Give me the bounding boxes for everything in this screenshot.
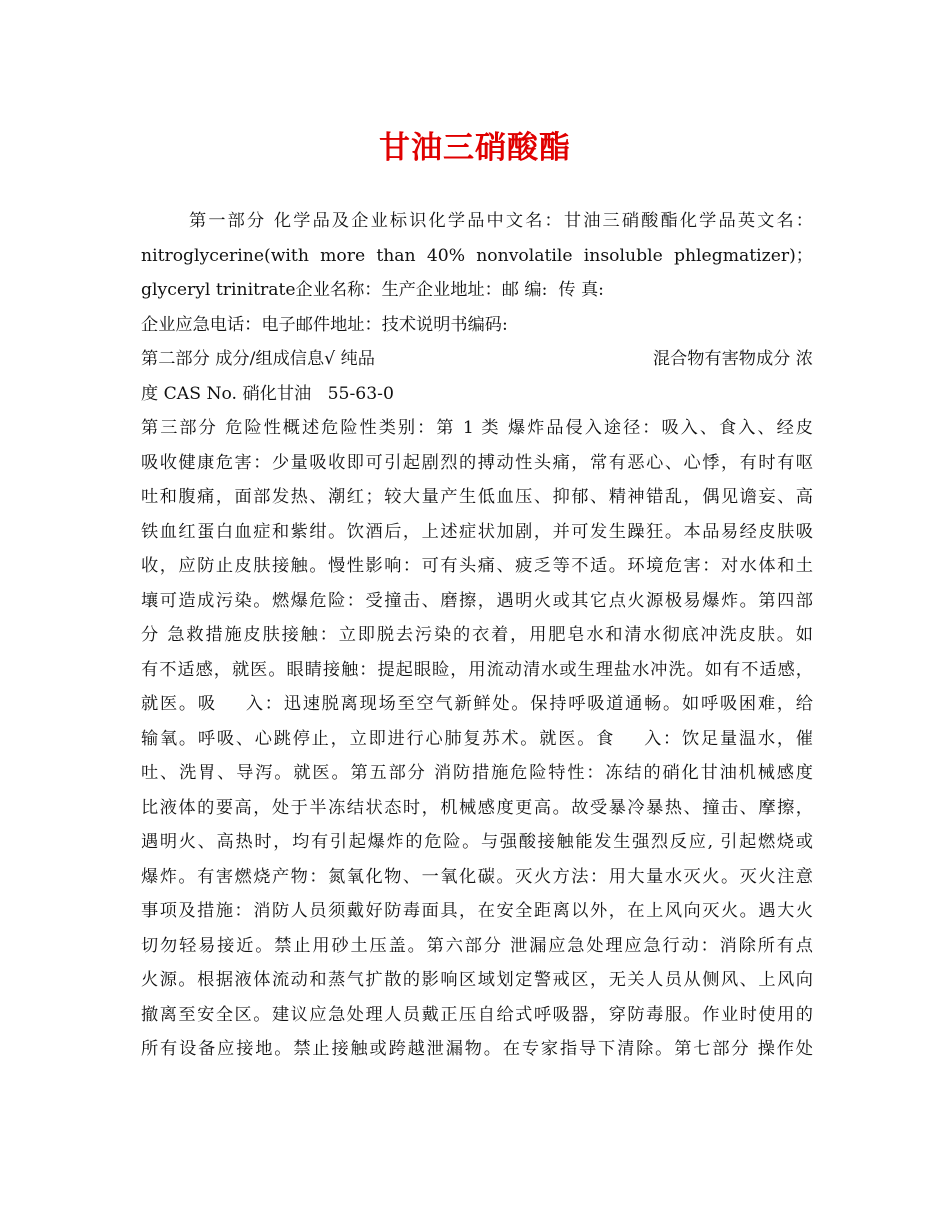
- text-line: 火源。根据液体流动和蒸气扩散的影响区域划定警戒区，无关人员从侧风、上风向: [141, 970, 813, 990]
- text-line: 切勿轻易接近。禁止用砂土压盖。第六部分 泄漏应急处理应急行动：消除所有点: [141, 935, 813, 956]
- text-line: 吐、洗胃、导泻。就医。第五部分 消防措施危险特性：冻结的硝化甘油机械感度: [141, 763, 813, 783]
- text-line: 收，应防止皮肤接触。慢性影响：可有头痛、疲乏等不适。环境危害：对水体和土: [141, 556, 813, 576]
- text-line: 第一部分 化学品及企业标识化学品中文名：甘油三硝酸酯化学品英文名：: [189, 211, 813, 231]
- text-line: 度 CAS No. 硝化甘油 55-63-0: [141, 383, 394, 404]
- text-line: 撤离至安全区。建议应急处理人员戴正压自给式呼吸器，穿防毒服。作业时使用的: [141, 1004, 813, 1025]
- text-line-part2: [141, 342, 813, 377]
- text-line: glyceryl trinitrate企业名称：生产企业地址：邮 编: 传 真:: [141, 280, 604, 300]
- text-line: 吸收健康危害：少量吸收即可引起剧烈的搏动性头痛，常有恶心、心悸，有时有呕: [141, 452, 813, 473]
- part2-right-text: 混合物有害物成分 浓: [652, 349, 813, 369]
- part2-left-text: 第二部分 成分/组成信息√ 纯品: [141, 349, 375, 369]
- text-line: 输氧。呼吸、心跳停止，立即进行心肺复苏术。就医。食 入：饮足量温水，催: [141, 728, 813, 749]
- text-line: 铁血红蛋白血症和紫绀。饮酒后，上述症状加剧，并可发生躁狂。本品易经皮肤吸: [141, 521, 813, 542]
- text-line: 爆炸。有害燃烧产物：氮氧化物、一氧化碳。灭火方法：用大量水灭火。灭火注意: [141, 866, 813, 887]
- text-line: 分 急救措施皮肤接触：立即脱去污染的衣着，用肥皂水和清水彻底冲洗皮肤。如: [141, 625, 813, 645]
- text-line: 就医。吸 入：迅速脱离现场至空气新鲜处。保持呼吸道通畅。如呼吸困难，给: [141, 694, 813, 714]
- text-line: 吐和腹痛，面部发热、潮红；较大量产生低血压、抑郁、精神错乱，偶见谵妄、高: [141, 487, 813, 507]
- text-line: 事项及措施：消防人员须戴好防毒面具，在安全距离以外，在上风向灭火。遇大火: [141, 901, 813, 921]
- text-line: 壤可造成污染。燃爆危险：受撞击、磨擦，遇明火或其它点火源极易爆炸。第四部: [141, 590, 813, 611]
- text-line: 所有设备应接地。禁止接触或跨越泄漏物。在专家指导下清除。第七部分 操作处: [141, 1039, 813, 1059]
- text-line: nitroglycerine(with more than 40% nonvolatile insoluble phlegmatizer)；: [141, 245, 813, 266]
- document-title: 甘油三硝酸酯: [379, 130, 571, 166]
- text-line: 第三部分 危险性概述危险性类别：第 1 类 爆炸品侵入途径：吸入、食入、经皮: [141, 418, 813, 438]
- text-line: 企业应急电话：电子邮件地址：技术说明书编码:: [141, 314, 508, 335]
- document-body: [141, 204, 813, 1067]
- text-line: 遇明火、高热时，均有引起爆炸的危险。与强酸接触能发生强烈反应, 引起燃烧或: [141, 832, 813, 852]
- text-line: 有不适感，就医。眼睛接触：提起眼睑，用流动清水或生理盐水冲洗。如有不适感，: [141, 659, 813, 680]
- text-line: 比液体的要高，处于半冻结状态时，机械感度更高。故受暴冷暴热、撞击、摩擦，: [141, 797, 813, 818]
